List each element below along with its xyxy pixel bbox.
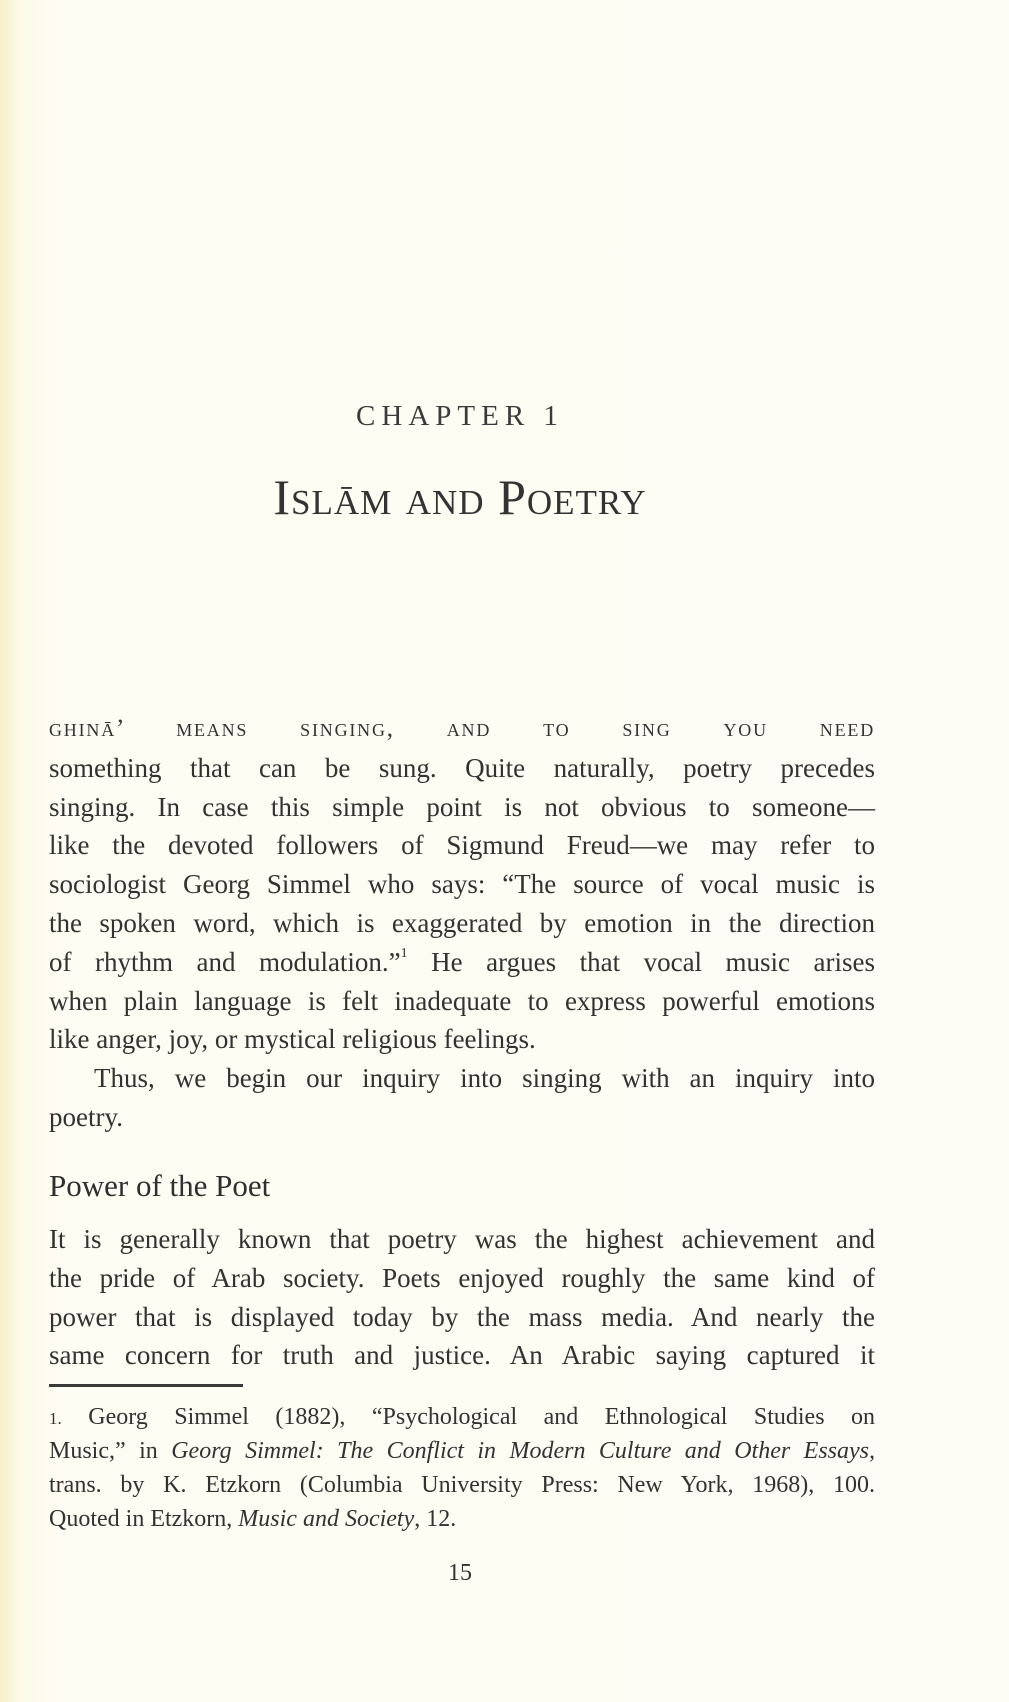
page-number: 15 xyxy=(448,1560,472,1586)
text-line: like the devoted followers of Sigmund Freud—we may refer to xyxy=(49,830,875,861)
footnote-line xyxy=(49,1400,875,1434)
text-line: power that is displayed today by the mass media. And nearly the xyxy=(49,1301,875,1332)
text-line: poetry. xyxy=(49,1101,123,1132)
chapter-label: CHAPTER 1 xyxy=(356,400,564,432)
text-line: Thus, we begin our inquiry into singing with an inquiry into xyxy=(94,1063,875,1094)
section-paragraph xyxy=(49,1220,875,1375)
text-line: like anger, joy, or mystical religious feelings. xyxy=(49,1024,536,1055)
text-fragment: of rhythm and modulation.” xyxy=(49,946,401,977)
text-line: same concern for truth and justice. An Arabic saying captured it xyxy=(49,1340,875,1371)
text-line: the pride of Arab society. Poets enjoyed roughly the same kind of xyxy=(49,1262,875,1293)
text-line: ghinā’ means singing, and to sing you need xyxy=(49,715,875,742)
footnote-divider xyxy=(49,1384,243,1387)
footnote xyxy=(49,1400,875,1536)
footnote-line xyxy=(49,1434,875,1468)
text-line: when plain language is felt inadequate to express powerful emotions xyxy=(49,985,875,1016)
footnote-line: trans. by K. Etzkorn (Columbia University Press: New York, 1968), 100. xyxy=(49,1472,875,1498)
text-fragment: Georg Simmel (1882), “Psychological and Ethnological Studies on xyxy=(88,1404,876,1430)
footnote-ref[interactable]: 1 xyxy=(400,945,408,961)
text-fragment: Quoted in Etzkorn, xyxy=(49,1506,239,1532)
intro-paragraph xyxy=(49,710,875,1137)
text-line: sociologist Georg Simmel who says: “The source of vocal music is xyxy=(49,869,875,900)
footnote-number: 1. xyxy=(49,1409,62,1428)
footnote-line xyxy=(49,1502,875,1536)
text-line: the spoken word, which is exaggerated by emotion in the direction xyxy=(49,907,875,938)
text-line: singing. In case this simple point is not obvious to someone— xyxy=(49,791,875,822)
chapter-title: Islām and Poetry xyxy=(273,469,647,525)
section-heading: Power of the Poet xyxy=(49,1168,271,1203)
text-line: It is generally known that poetry was the highest achievement and xyxy=(49,1224,875,1254)
text-fragment: He argues that vocal music arises xyxy=(431,946,876,977)
text-fragment: , 12. xyxy=(414,1506,457,1532)
book-title: Music and Society xyxy=(238,1506,415,1532)
text-line: something that can be sung. Quite naturally, poetry precedes xyxy=(49,752,875,783)
text-fragment: Music,” in xyxy=(49,1438,172,1464)
book-title: Georg Simmel: The Conflict in Modern Culture and Other Essays, xyxy=(171,1438,875,1464)
text-line xyxy=(49,943,875,982)
